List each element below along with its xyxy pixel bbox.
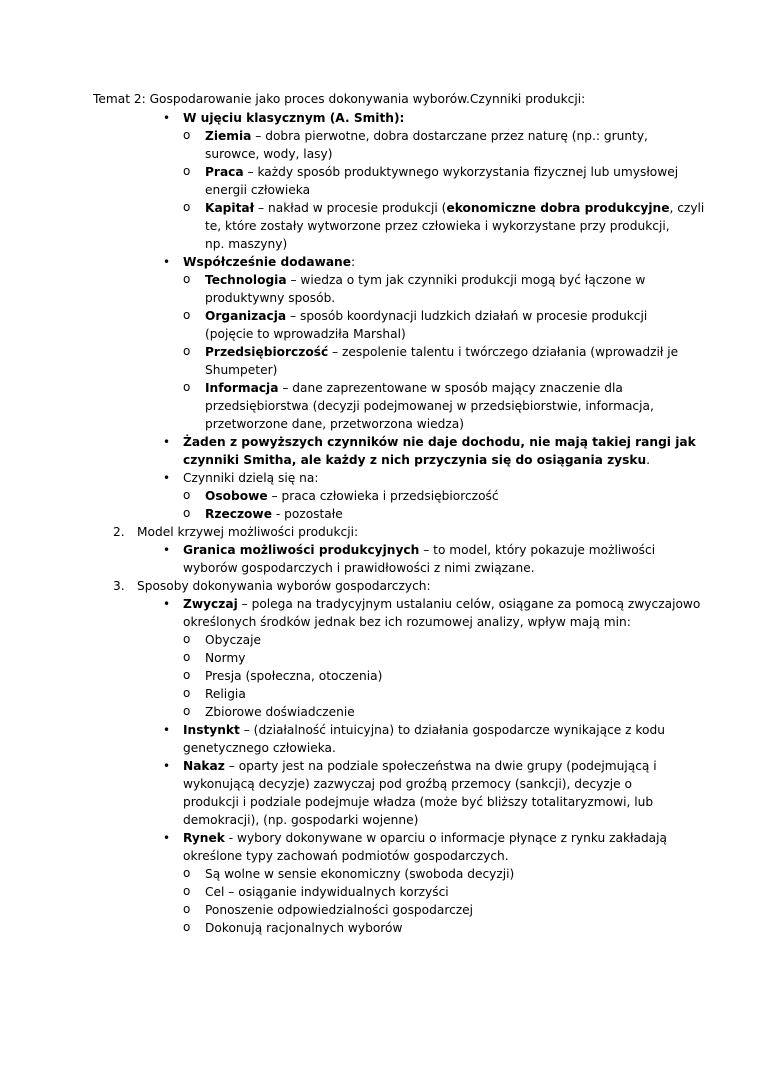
sub-marker: o <box>183 884 191 898</box>
item-rynek: Rynek - wybory dokonywane w oparciu o informacje płynące z rynku zakładają <box>183 831 668 845</box>
item-granica-cont: wyborów gospodarczych i prawidłowości z nimi związane. <box>183 561 535 575</box>
note-no-income: Żaden z powyższych czynników nie daje dochodu, nie mają takiej rangi jak <box>183 435 696 449</box>
item-instynkt: Instynkt – (działalność intuicyjna) to działania gospodarcze wynikające z kodu <box>183 723 665 737</box>
bullet-marker: • <box>163 543 171 557</box>
item-informacja: Informacja – dane zaprezentowane w sposób mający znaczenie dla <box>205 381 623 395</box>
item-osobowe: Osobowe – praca człowieka i przedsiębiorczość <box>205 489 499 503</box>
sub-marker: o <box>183 632 191 646</box>
item-nakaz-cont3: demokracji), (np. gospodarki wojenne) <box>183 813 419 827</box>
list-item: Zbiorowe doświadczenie <box>205 705 355 719</box>
term-technologia: Technologia <box>205 273 287 287</box>
bullet-marker: • <box>163 255 171 269</box>
sub-marker: o <box>183 272 191 286</box>
term-informacja: Informacja <box>205 381 279 395</box>
item-organizacja: Organizacja – sposób koordynacji ludzkich działań w procesie produkcji <box>205 309 648 323</box>
sub-marker: o <box>183 650 191 664</box>
item-nakaz-cont2: produkcji i podziale podejmuje władza (może być bliższy totalitaryzmowi, lub <box>183 795 654 809</box>
term-praca: Praca <box>205 165 244 179</box>
sub-marker: o <box>183 668 191 682</box>
sub-marker: o <box>183 200 191 214</box>
item-zwyczaj: Zwyczaj – polega na tradycyjnym ustalaniu celów, osiągane za pomocą zwyczajowo <box>183 597 701 611</box>
sub-marker: o <box>183 902 191 916</box>
item-technologia: Technologia – wiedza o tym jak czynniki produkcji mogą być łączone w <box>205 273 646 287</box>
item-ziemia: Ziemia – dobra pierwotne, dobra dostarczane przez naturę (np.: grunty, <box>205 129 648 143</box>
list-item: Ponoszenie odpowiedzialności gospodarczej <box>205 903 474 917</box>
item-nakaz: Nakaz – oparty jest na podziale społeczeństwa na dwie grupy (podejmującą i <box>183 759 657 773</box>
item-informacja-cont2: przetworzone dane, przetworzona wiedza) <box>205 417 464 431</box>
section-modern-heading: Współcześnie dodawane: <box>183 255 356 269</box>
list-item: Religia <box>205 687 246 701</box>
item-granica: Granica możliwości produkcyjnych – to model, który pokazuje możliwości <box>183 543 656 557</box>
term-rzeczowe: Rzeczowe <box>205 507 272 521</box>
sub-marker: o <box>183 380 191 394</box>
bullet-marker: • <box>163 111 171 125</box>
list-item: Presja (społeczna, otoczenia) <box>205 669 383 683</box>
item-rzeczowe: Rzeczowe - pozostałe <box>205 507 343 521</box>
section-2-heading: Model krzywej możliwości produkcji: <box>137 525 359 539</box>
term-rynek: Rynek <box>183 831 225 845</box>
item-ziemia-cont: surowce, wody, lasy) <box>205 147 333 161</box>
term-zwyczaj: Zwyczaj <box>183 597 238 611</box>
sub-marker: o <box>183 308 191 322</box>
item-technologia-cont: produktywny sposób. <box>205 291 336 305</box>
factors-division-heading: Czynniki dzielą się na: <box>183 471 319 485</box>
term-przedsiebiorczosc: Przedsiębiorczość <box>205 345 329 359</box>
term-osobowe: Osobowe <box>205 489 268 503</box>
section-classic-heading: W ujęciu klasycznym (A. Smith): <box>183 111 405 125</box>
item-instynkt-cont: genetycznego człowieka. <box>183 741 336 755</box>
section-3-heading: Sposoby dokonywania wyborów gospodarczych: <box>137 579 431 593</box>
bullet-marker: • <box>163 759 171 773</box>
sub-marker: o <box>183 164 191 178</box>
sub-marker: o <box>183 488 191 502</box>
item-przedsiebiorczosc: Przedsiębiorczość – zespolenie talentu i twórczego działania (wprowadził je <box>205 345 679 359</box>
item-zwyczaj-cont: określonych środków jednak bez ich rozumowej analizy, wpływ mają min: <box>183 615 631 629</box>
sub-marker: o <box>183 704 191 718</box>
item-organizacja-cont: (pojęcie to wprowadziła Marshal) <box>205 327 406 341</box>
term-ziemia: Ziemia <box>205 129 252 143</box>
sub-marker: o <box>183 866 191 880</box>
list-item: Są wolne w sensie ekonomiczny (swoboda decyzji) <box>205 867 515 881</box>
sub-marker: o <box>183 344 191 358</box>
item-rynek-cont: określone typy zachowań podmiotów gospodarczych. <box>183 849 509 863</box>
item-kapital-cont: te, które zostały wytworzone przez człowieka i wykorzystane przy produkcji, <box>205 219 670 233</box>
list-item: Obyczaje <box>205 633 261 647</box>
term-organizacja: Organizacja <box>205 309 287 323</box>
list-item: Normy <box>205 651 246 665</box>
list-item: Cel – osiąganie indywidualnych korzyści <box>205 885 449 899</box>
sub-marker: o <box>183 686 191 700</box>
number-marker-3: 3. <box>113 579 125 593</box>
document-title: Temat 2: Gospodarowanie jako proces dokonywania wyborów.Czynniki produkcji: <box>93 92 586 106</box>
bullet-marker: • <box>163 597 171 611</box>
item-praca-cont: energii człowieka <box>205 183 311 197</box>
item-informacja-cont: przedsiębiorstwa (decyzji podejmowanej w przedsiębiorstwie, informacja, <box>205 399 654 413</box>
item-kapital-cont2: np. maszyny) <box>205 237 288 251</box>
term-granica: Granica możliwości produkcyjnych <box>183 543 420 557</box>
term-instynkt: Instynkt <box>183 723 240 737</box>
item-nakaz-cont: wykonującą decyzje) zazwyczaj pod groźbą przemocy (sankcji), decyzje o <box>183 777 632 791</box>
item-przedsiebiorczosc-cont: Shumpeter) <box>205 363 278 377</box>
sub-marker: o <box>183 506 191 520</box>
term-kapital: Kapitał <box>205 201 255 215</box>
bullet-marker: • <box>163 471 171 485</box>
term-nakaz: Nakaz <box>183 759 225 773</box>
item-kapital: Kapitał – nakład w procesie produkcji (ekonomiczne dobra produkcyjne, czyli <box>205 201 705 215</box>
bullet-marker: • <box>163 435 171 449</box>
item-praca: Praca – każdy sposób produktywnego wykorzystania fizycznej lub umysłowej <box>205 165 679 179</box>
sub-marker: o <box>183 920 191 934</box>
bullet-marker: • <box>163 723 171 737</box>
number-marker-2: 2. <box>113 525 125 539</box>
sub-marker: o <box>183 128 191 142</box>
note-no-income-cont: czynniki Smitha, ale każdy z nich przyczynia się do osiągania zysku. <box>183 453 651 467</box>
list-item: Dokonują racjonalnych wyborów <box>205 921 403 935</box>
bullet-marker: • <box>163 831 171 845</box>
